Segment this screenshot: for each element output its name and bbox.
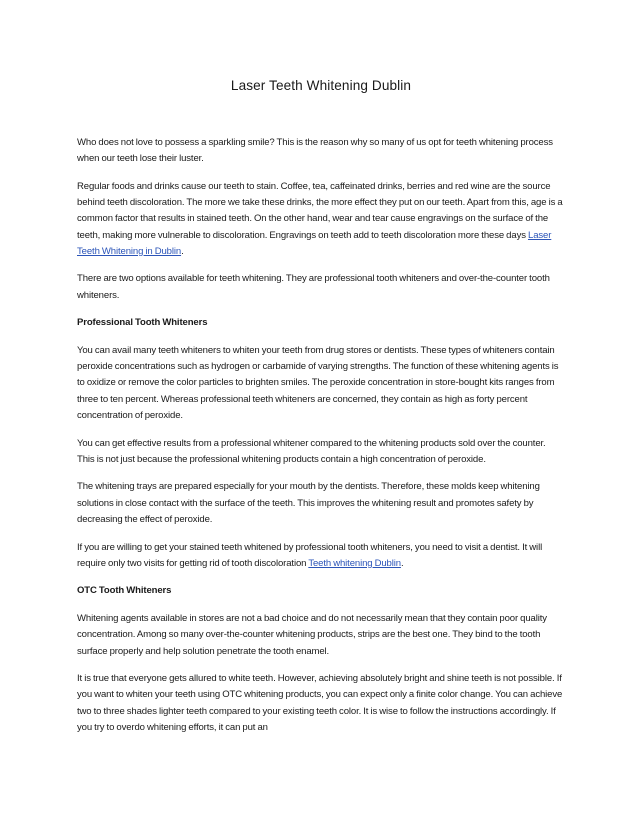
document-body <box>77 135 565 748</box>
paragraph-stains <box>77 179 565 260</box>
paragraph-stains-text: Regular foods and drinks cause our teeth to stain. Coffee, tea, caffeinated drinks, berries and red wine are the source behind teeth discoloration. The more we take these drinks, the more effect they put on our teeth. Apart from this, age is a common factor that results in stained teeth. On the other hand, wear and tear cause engravings on the surface of the teeth, making more vulnerable to discoloration. Engravings on teeth add to teeth discoloration more these days <box>77 180 563 241</box>
heading-professional: Professional Tooth Whiteners <box>77 317 208 329</box>
paragraph-avail: You can avail many teeth whiteners to whiten your teeth from drug stores or dentists. These types of whiteners contain peroxide concentrations such as hydrogen or carbamide of varying strengths. The function of these whitening agents is to oxidize or remove the color particles to brighten smiles. The peroxide concentration in store-bought kits ranges from three to ten percent. Whereas professional teeth whiteners are concerned, they contain as high as forty percent concentration of peroxide. <box>77 345 559 421</box>
paragraph-stains-end: . <box>181 245 184 257</box>
paragraph-trays: The whitening trays are prepared especially for your mouth by the dentists. Therefore, these molds keep whitening solutions in close contact with the surface of the teeth. This improves the whitening result and promotes safety by decreasing the effect of peroxide. <box>77 481 540 525</box>
paragraph-dentist-end: . <box>400 557 404 569</box>
document-title: Laser Teeth Whitening Dublin <box>230 78 412 93</box>
paragraph-intro: Who does not love to possess a sparkling smile? This is the reason why so many of us opt for teeth whitening process when our teeth lose their luster. <box>77 137 553 165</box>
teeth-whitening-dublin-link[interactable]: Teeth whitening Dublin <box>308 557 401 569</box>
paragraph-stores: Whitening agents available in stores are not a bad choice and do not necessarily mean that they contain poor quality concentration. Among so many over-the-counter whitening products, strips are the best one. They bind to the tooth surface properly and help solution penetrate the tooth enamel. <box>77 613 547 657</box>
heading-otc: OTC Tooth Whiteners <box>77 585 172 597</box>
paragraph-effective: You can get effective results from a professional whitener compared to the whitening products sold over the counter. This is not just because the professional whitening products contain a high concentration of peroxide. <box>77 437 546 465</box>
paragraph-allured: It is true that everyone gets allured to white teeth. However, achieving absolutely bright and shine teeth is not possible. If you want to whiten your teeth using OTC whitening products, you can expect only a finite color change. You can achieve two to three shades lighter teeth compared to your existing teeth color. It is wise to follow the instructions accordingly. If you try to overdo whitening efforts, it can put an <box>77 673 563 733</box>
laser-whitening-link[interactable]: Laser Teeth Whitening in Dublin <box>77 229 552 257</box>
paragraph-dentist <box>77 540 565 572</box>
paragraph-options: There are two options available for teeth whitening. They are professional tooth whiteners and over-the-counter tooth whiteners. <box>77 273 550 301</box>
paragraph-dentist-text: If you are willing to get your stained teeth whitened by professional tooth whiteners, you need to visit a dentist. It will require only two visits for getting rid of tooth discoloration <box>77 541 543 569</box>
